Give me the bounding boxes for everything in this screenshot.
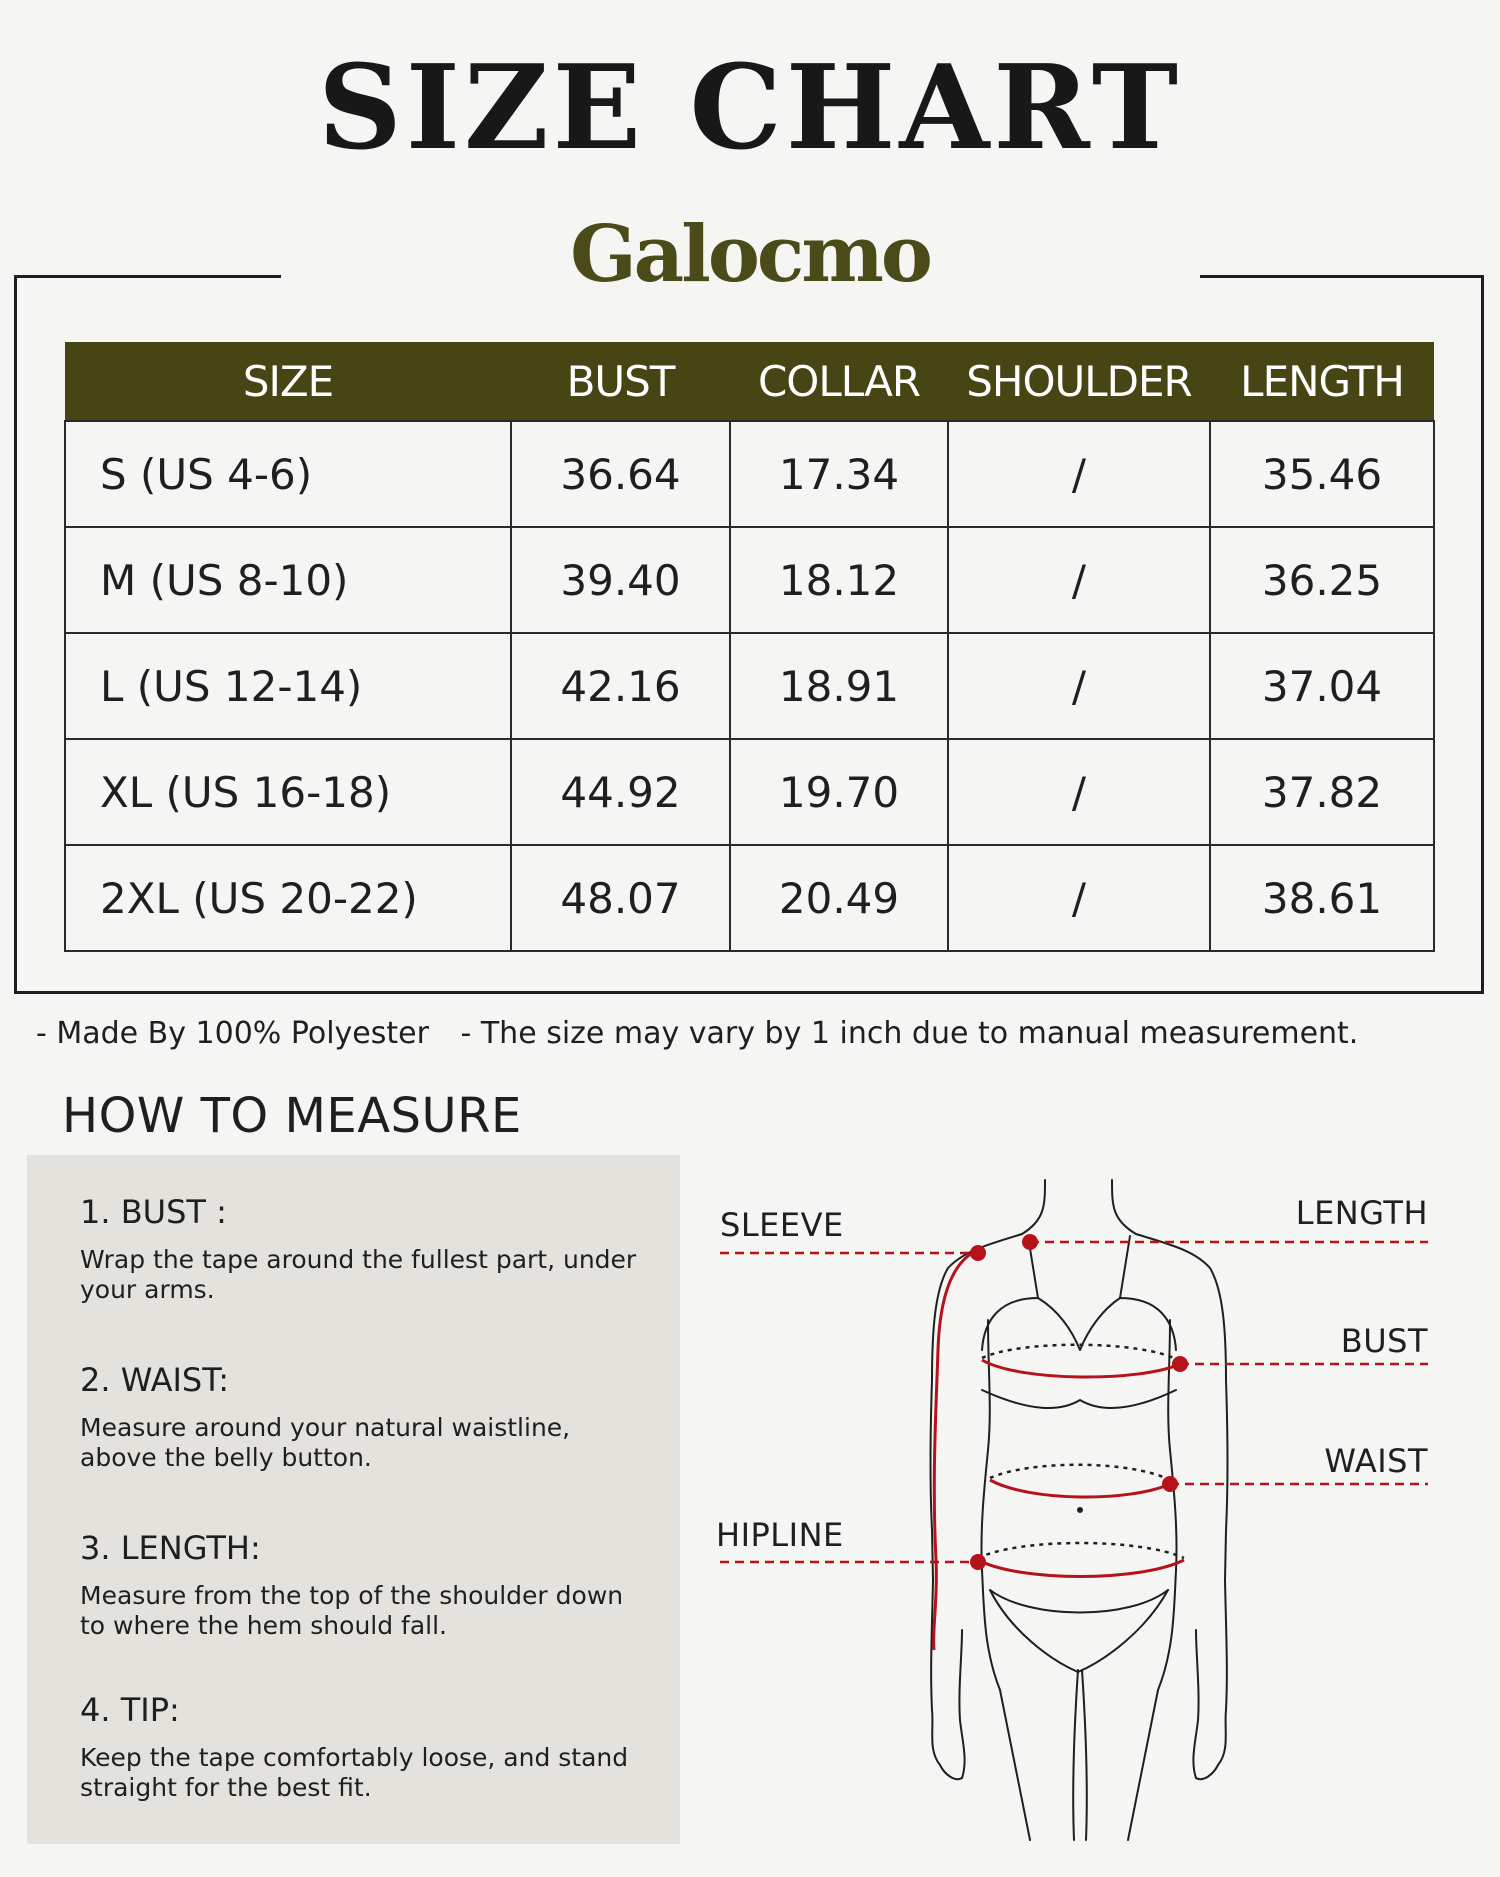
step-title: 4. TIP: <box>80 1691 180 1729</box>
shoulder-cell: / <box>948 739 1210 845</box>
step-title: 3. LENGTH: <box>80 1529 261 1567</box>
hipline-marker-dot <box>970 1554 986 1570</box>
collar-cell: 18.91 <box>730 633 948 739</box>
shoulder-cell: / <box>948 845 1210 951</box>
column-header-size: SIZE <box>65 342 511 421</box>
step-waist <box>80 1361 660 1473</box>
step-title: 1. BUST : <box>80 1193 227 1231</box>
bust-cell: 44.92 <box>511 739 730 845</box>
bust-cell: 36.64 <box>511 421 730 527</box>
label-bust: BUST <box>1340 1322 1428 1360</box>
size-cell: XL (US 16-18) <box>65 739 511 845</box>
column-header-shoulder: SHOULDER <box>948 342 1210 421</box>
label-length: LENGTH <box>1295 1194 1428 1232</box>
length-cell: 35.46 <box>1210 421 1434 527</box>
label-waist: WAIST <box>1324 1442 1428 1480</box>
step-title: 2. WAIST: <box>80 1361 230 1399</box>
collar-cell: 20.49 <box>730 845 948 951</box>
step-text: Keep the tape comfortably loose, and stand straight for the best fit. <box>80 1743 629 1802</box>
column-header-length: LENGTH <box>1210 342 1434 421</box>
step-text: Measure around your natural waistline, above the belly button. <box>80 1413 571 1472</box>
bust-marker-dot <box>1172 1356 1188 1372</box>
label-hipline: HIPLINE <box>716 1516 844 1554</box>
length-cell: 38.61 <box>1210 845 1434 951</box>
table-row <box>65 527 1434 633</box>
bust-cell: 48.07 <box>511 845 730 951</box>
step-tip <box>80 1691 660 1803</box>
step-text: Measure from the top of the shoulder down to where the hem should fall. <box>80 1581 624 1640</box>
bust-cell: 39.40 <box>511 527 730 633</box>
size-table <box>64 342 1435 952</box>
size-cell: S (US 4-6) <box>65 421 511 527</box>
shoulder-cell: / <box>948 633 1210 739</box>
how-to-measure-title: HOW TO MEASURE <box>62 1088 522 1144</box>
length-cell: 37.04 <box>1210 633 1434 739</box>
material-notes <box>36 1016 1380 1051</box>
step-bust <box>80 1193 660 1305</box>
column-header-collar: COLLAR <box>730 342 948 421</box>
shoulder-cell: / <box>948 527 1210 633</box>
size-cell: L (US 12-14) <box>65 633 511 739</box>
size-cell: 2XL (US 20-22) <box>65 845 511 951</box>
page-title: SIZE CHART <box>317 40 1183 176</box>
table-row <box>65 845 1434 951</box>
body-measurement-figure <box>700 1150 1460 1850</box>
bust-cell: 42.16 <box>511 633 730 739</box>
collar-cell: 17.34 <box>730 421 948 527</box>
brand-logo: Galocmo <box>570 209 930 300</box>
size-table-header <box>65 342 1434 421</box>
table-row <box>65 633 1434 739</box>
table-row <box>65 421 1434 527</box>
note-material: - Made By 100% Polyester <box>36 1016 429 1051</box>
column-header-bust: BUST <box>511 342 730 421</box>
size-cell: M (US 8-10) <box>65 527 511 633</box>
shoulder-cell: / <box>948 421 1210 527</box>
length-cell: 37.82 <box>1210 739 1434 845</box>
measure-instructions-panel <box>27 1155 680 1844</box>
length-marker-dot <box>1022 1234 1038 1250</box>
waist-marker-dot <box>1162 1476 1178 1492</box>
label-sleeve: SLEEVE <box>720 1206 844 1244</box>
note-size-variance: - The size may vary by 1 inch due to manual measurement. <box>460 1016 1359 1051</box>
step-text: Wrap the tape around the fullest part, under your arms. <box>80 1245 637 1304</box>
length-cell: 36.25 <box>1210 527 1434 633</box>
step-length <box>80 1529 660 1641</box>
table-row <box>65 739 1434 845</box>
collar-cell: 18.12 <box>730 527 948 633</box>
sleeve-marker-dot <box>970 1245 986 1261</box>
collar-cell: 19.70 <box>730 739 948 845</box>
body-outline-illustration <box>700 1150 1460 1850</box>
